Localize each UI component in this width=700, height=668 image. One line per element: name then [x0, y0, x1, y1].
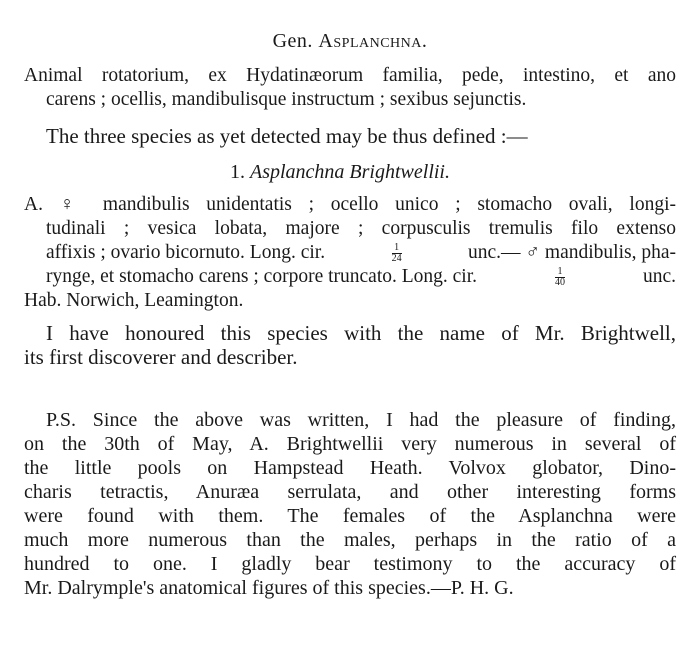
description-line-2: tudinali ; vesica lobata, majore ; corpusculis tremulis filo extenso [46, 218, 676, 239]
ps-line-2: on the 30th of May, A. Brightwellii very numerous in several of [24, 433, 676, 455]
description-habitat: Hab. Norwich, Leamington. [24, 290, 244, 311]
ps-line-3: the little pools on Hampstead Heath. Volvox globator, Dino- [24, 457, 676, 479]
ps-line-1: P.S. Since the above was written, I had the pleasure of finding, [46, 409, 676, 431]
ps-line-4: charis tetractis, Anuræa serrulata, and other interesting forms [24, 481, 676, 503]
heading-prefix: Gen. [272, 30, 319, 52]
intro-line-2: carens ; ocellis, mandibulisque instructum ; sexibus sejunctis. [46, 89, 527, 110]
description-line-4 [46, 265, 676, 289]
intro-line-1: Animal rotatorium, ex Hydatinæorum familia, pede, intestino, et ano [24, 65, 676, 86]
description-line-4b: unc. [642, 266, 676, 287]
fraction-male-length: $\frac{1}{40}$ [554, 265, 565, 288]
description-line-1: A. ♀ mandibulis unidentatis ; ocello unico ; stomacho ovali, longi- [24, 194, 676, 215]
ps-line-5: were found with them. The females of the Asplanchna were [24, 505, 676, 527]
species-intro: The three species as yet detected may be thus defined :— [46, 124, 528, 148]
honour-line-2: its first discoverer and describer. [24, 345, 298, 369]
description-line-3 [46, 241, 676, 265]
ps-line-6: much more numerous than the males, perhaps in the ratio of a [24, 529, 676, 551]
ps-line-8: Mr. Dalrymple's anatomical figures of this species.—P. H. G. [24, 577, 514, 599]
species-name: Asplanchna Brightwellii. [250, 161, 450, 183]
honour-line-1: I have honoured this species with the name of Mr. Brightwell, [46, 321, 676, 345]
ps-line-7: hundred to one. I gladly bear testimony to the accuracy of [24, 553, 676, 575]
heading-genus: Asplanchna. [318, 30, 428, 52]
description-line-3b: unc.— ♂ mandibulis, pha- [468, 242, 676, 263]
fraction-female-length: $\frac{1}{24}$ [391, 241, 402, 264]
species-number: 1. [230, 161, 245, 183]
description-line-3a: affixis ; ovario bicornuto. Long. cir. [46, 242, 326, 263]
species-title [230, 160, 450, 184]
genus-heading [0, 30, 700, 53]
description-line-4a: rynge, et stomacho carens ; corpore truncato. Long. cir. [46, 266, 478, 287]
